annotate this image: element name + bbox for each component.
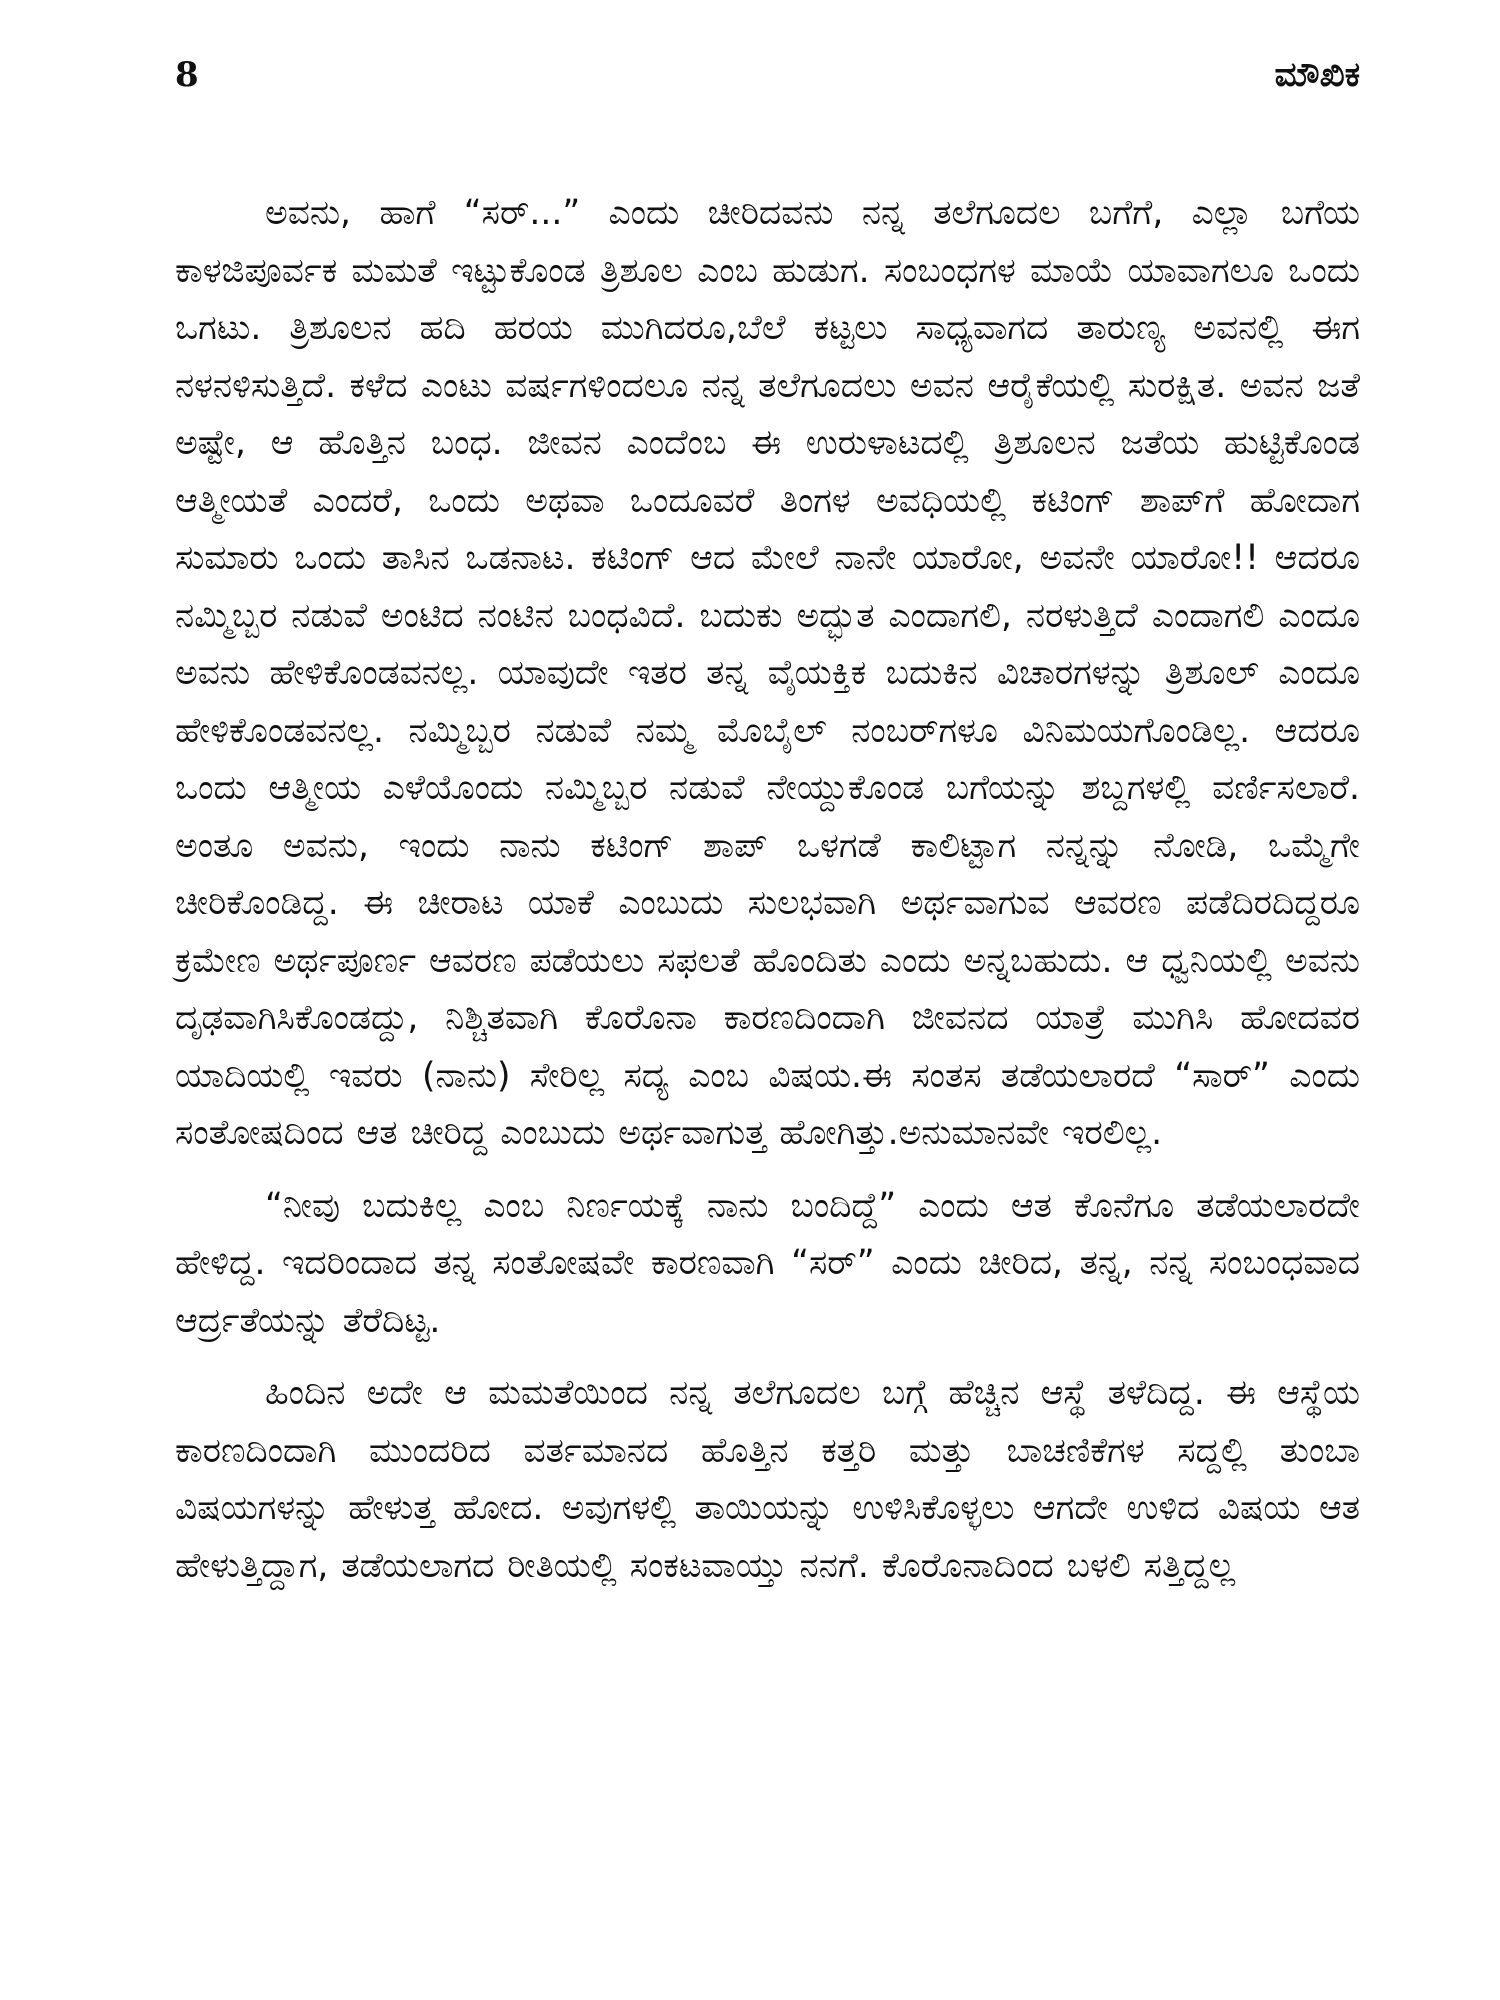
- page-number: 8: [175, 55, 199, 95]
- page-body: [175, 185, 1360, 1595]
- paragraph-2: “ನೀವು ಬದುಕಿಲ್ಲ ಎಂಬ ನಿರ್ಣಯಕ್ಕೆ ನಾನು ಬಂದಿದ್ದೆ” ಎಂದು ಆತ ಕೊನೆಗೂ ತಡೆಯಲಾರದೇ ಹೇಳಿದ್ದ. ಇದರಿಂದಾದ ತನ್ನ ಸಂತೋಷವೇ ಕಾರಣವಾಗಿ “ಸರ್” ಎಂದು ಚೀರಿದ, ತನ್ನ, ನನ್ನ ಸಂಬಂಧವಾದ ಆರ್ದ್ರತೆಯನ್ನು ತೆರೆದಿಟ್ಟ.: [175, 1185, 1360, 1341]
- page-header: [175, 55, 1360, 125]
- running-title: ಮೌಖಿಕ: [1274, 55, 1360, 95]
- paragraph-3: ಹಿಂದಿನ ಅದೇ ಆ ಮಮತೆಯಿಂದ ನನ್ನ ತಲೆಗೂದಲ ಬಗ್ಗೆ ಹೆಚ್ಚಿನ ಆಸ್ಥೆ ತಳೆದಿದ್ದ. ಈ ಆಸ್ಥೆಯ ಕಾರಣದಿಂದಾಗಿ ಮುಂದರಿದ ವರ್ತಮಾನದ ಹೊತ್ತಿನ ಕತ್ತರಿ ಮತ್ತು ಬಾಚಣಿಕೆಗಳ ಸದ್ದಲ್ಲಿ ತುಂಬಾ ವಿಷಯಗಳನ್ನು ಹೇಳುತ್ತ ಹೋದ. ಅವುಗಳಲ್ಲಿ ತಾಯಿಯನ್ನು ಉಳಿಸಿಕೊಳ್ಳಲು ಆಗದೇ ಉಳಿದ ವಿಷಯ ಆತ ಹೇಳುತ್ತಿದ್ದಾಗ, ತಡೆಯಲಾಗದ ರೀತಿಯಲ್ಲಿ ಸಂಕಟವಾಯ್ತು ನನಗೆ. ಕೊರೊನಾದಿಂದ ಬಳಲಿ ಸತ್ತಿದ್ದಲ್ಲ: [175, 1373, 1360, 1586]
- paragraph-1: ಅವನು, ಹಾಗೆ “ಸರ್...” ಎಂದು ಚೀರಿದವನು ನನ್ನ ತಲೆಗೂದಲ ಬಗೆಗೆ, ಎಲ್ಲಾ ಬಗೆಯ ಕಾಳಜಿಪೂರ್ವಕ ಮಮತೆ ಇಟ್ಟುಕೊಂಡ ತ್ರಿಶೂಲ ಎಂಬ ಹುಡುಗ. ಸಂಬಂಧಗಳ ಮಾಯೆ ಯಾವಾಗಲೂ ಒಂದು ಒಗಟು. ತ್ರಿಶೂಲನ ಹದಿ ಹರಯ ಮುಗಿದರೂ,ಬೆಲೆ ಕಟ್ಟಲು ಸಾಧ್ಯವಾಗದ ತಾರುಣ್ಯ ಅವನಲ್ಲಿ ಈಗ ನಳನಳಿಸುತ್ತಿದೆ. ಕಳೆದ ಎಂಟು ವರ್ಷಗಳಿಂದಲೂ ನನ್ನ ತಲೆಗೂದಲು ಅವನ ಆರೈಕೆಯಲ್ಲಿ ಸುರಕ್ಷಿತ. ಅವನ ಜತೆ ಅಷ್ಟೇ, ಆ ಹೊತ್ತಿನ ಬಂಧ. ಜೀವನ ಎಂದೆಂಬ ಈ ಉರುಳಾಟದಲ್ಲಿ ತ್ರಿಶೂಲನ ಜತೆಯ ಹುಟ್ಟಿಕೊಂಡ ಆತ್ಮೀಯತೆ ಎಂದರೆ, ಒಂದು ಅಥವಾ ಒಂದೂವರೆ ತಿಂಗಳ ಅವಧಿಯಲ್ಲಿ ಕಟಿಂಗ್ ಶಾಪ್‌ಗೆ ಹೋದಾಗ ಸುಮಾರು ಒಂದು ತಾಸಿನ ಒಡನಾಟ. ಕಟಿಂಗ್ ಆದ ಮೇಲೆ ನಾನೇ ಯಾರೋ, ಅವನೇ ಯಾರೋ!! ಆದರೂ ನಮ್ಮಿಬ್ಬರ ನಡುವೆ ಅಂಟಿದ ನಂಟಿನ ಬಂಧವಿದೆ. ಬದುಕು ಅದ್ಭುತ ಎಂದಾಗಲಿ, ನರಳುತ್ತಿದೆ ಎಂದಾಗಲಿ ಎಂದೂ ಅವನು ಹೇಳಿಕೊಂಡವನಲ್ಲ. ಯಾವುದೇ ಇತರ ತನ್ನ ವೈಯಕ್ತಿಕ ಬದುಕಿನ ವಿಚಾರಗಳನ್ನು ತ್ರಿಶೂಲ್ ಎಂದೂ ಹೇಳಿಕೊಂಡವನಲ್ಲ. ನಮ್ಮಿಬ್ಬರ ನಡುವೆ ನಮ್ಮ ಮೊಬೈಲ್ ನಂಬರ್‌ಗಳೂ ವಿನಿಮಯಗೊಂಡಿಲ್ಲ. ಆದರೂ ಒಂದು ಆತ್ಮೀಯ ಎಳೆಯೊಂದು ನಮ್ಮಿಬ್ಬರ ನಡುವೆ ನೇಯ್ದುಕೊಂಡ ಬಗೆಯನ್ನು ಶಬ್ದಗಳಲ್ಲಿ ವರ್ಣಿಸಲಾರೆ. ಅಂತೂ ಅವನು, ಇಂದು ನಾನು ಕಟಿಂಗ್ ಶಾಪ್ ಒಳಗಡೆ ಕಾಲಿಟ್ಟಾಗ ನನ್ನನ್ನು ನೋಡಿ, ಒಮ್ಮೆಗೇ ಚೀರಿಕೊಂಡಿದ್ದ. ಈ ಚೀರಾಟ ಯಾಕೆ ಎಂಬುದು ಸುಲಭವಾಗಿ ಅರ್ಥವಾಗುವ ಆವರಣ ಪಡೆದಿರದಿದ್ದರೂ ಕ್ರಮೇಣ ಅರ್ಥಪೂರ್ಣ ಆವರಣ ಪಡೆಯಲು ಸಫಲತೆ ಹೊಂದಿತು ಎಂದು ಅನ್ನಬಹುದು. ಆ ಧ್ವನಿಯಲ್ಲಿ ಅವನು ದೃಢವಾಗಿಸಿಕೊಂಡದ್ದು, ನಿಶ್ಚಿತವಾಗಿ ಕೊರೊನಾ ಕಾರಣದಿಂದಾಗಿ ಜೀವನದ ಯಾತ್ರೆ ಮುಗಿಸಿ ಹೋದವರ ಯಾದಿಯಲ್ಲಿ ಇವರು (ನಾನು) ಸೇರಿಲ್ಲ ಸದ್ಯ ಎಂಬ ವಿಷಯ.ಈ ಸಂತಸ ತಡೆಯಲಾರದೆ “ಸಾರ್” ಎಂದು ಸಂತೋಷದಿಂದ ಆತ ಚೀರಿದ್ದ ಎಂಬುದು ಅರ್ಥವಾಗುತ್ತ ಹೋಗಿತ್ತು.ಅನುಮಾನವೇ ಇರಲಿಲ್ಲ.: [175, 193, 1360, 1153]
